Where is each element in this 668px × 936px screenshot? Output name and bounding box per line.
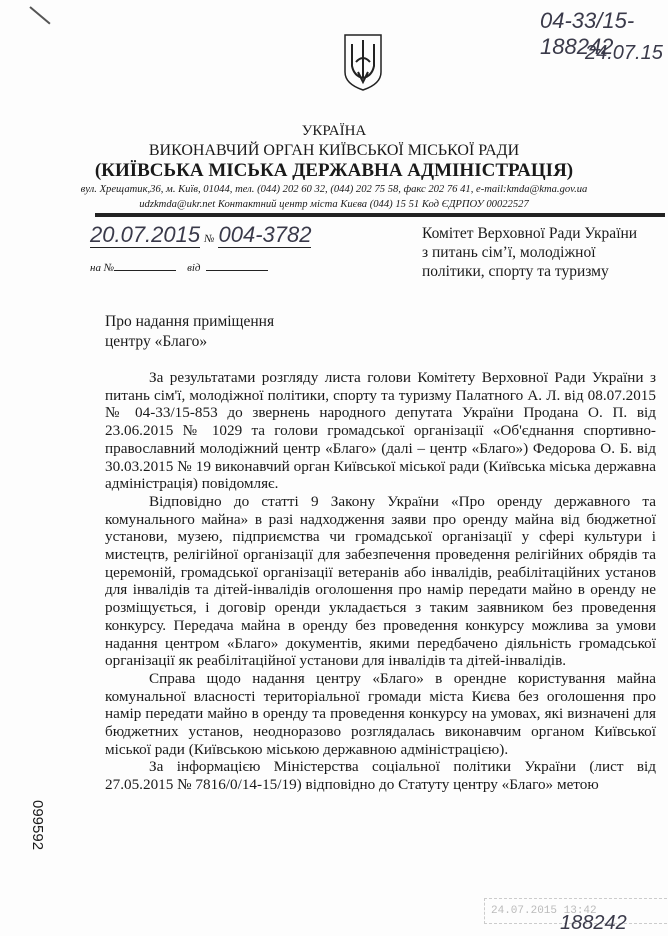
handwritten-ref-date: 24.07.15	[585, 42, 663, 64]
paragraph: Відповідно до статті 9 Закону України «Про оренду державного та комунального майна» в разі надходження заяви про оренду майна від бюджетної установи, музею, підприємства чи громадської організації у сфері культури і мистецтв, релігійної організації для забезпечення проведення релігійних обрядів та церемоній, громадської організації ветеранів або інвалідів, реабілітаційних установ для інвалідів та дітей-інвалідів оголошення про намір передати майно в оренду не розміщується, і договір оренди укладається з таким заявником без проведення конкурсу. Передача майна в оренду без проведення конкурсу можлива за умови надання центром «Благо» документів, якими передбачено діяльність громадської організації як реабілітаційної установи для інвалідів та дітей-інвалідів.	[105, 492, 656, 670]
reply-reference	[90, 262, 268, 274]
coat-of-arms-icon	[342, 32, 384, 92]
addressee-line: з питань сім’ї, молодіжної	[422, 244, 596, 261]
pen-mark	[29, 6, 50, 24]
paragraph: За інформацією Міністерства соціальної політики України (лист від 27.05.2015 № 7816/0/14-15/19) відповідно до Статуту центру «Благо» метою	[105, 758, 656, 794]
outgoing-date: 20.07.2015	[90, 222, 201, 247]
subject	[105, 312, 274, 352]
subject-line: Про надання приміщення	[105, 313, 275, 330]
outgoing-number: 004-3782	[218, 222, 312, 247]
handwritten-bottom-number: 188242	[560, 912, 627, 934]
letter-body	[105, 369, 656, 794]
side-stamp-number: 099592	[29, 800, 46, 851]
paragraph: За результатами розгляду листа голови Комітету Верховної Ради України з питань сім'ї, молодіжної політики, спорту та туризму Палатного А. Л. від 08.07.2015 № 04-33/15-853 до звернень народного депутата України Продана О. П. від 23.06.2015 № 1029 та голови громадської організації «Об'єднання спортивно-православний молодіжний центр «Благо» (далі – центр «Благо») Федорова О. Б. від 30.03.2015 № 19 виконавчий орган Київської міської ради (Київська міська державна адміністрація) повідомляє.	[105, 369, 656, 493]
from-label: від	[187, 262, 201, 274]
outgoing-number-line	[90, 222, 311, 248]
subject-line: центру «Благо»	[105, 333, 208, 350]
org-name: ВИКОНАВЧИЙ ОРГАН КИЇВСЬКОЇ МІСЬКОЇ РАДИ	[148, 142, 520, 159]
paragraph: Справа щодо надання центру «Благо» в орендне користування майна комунальної власності територіальної громади міста Києва без оголошення про намір передати майно в оренду та проведення конкурсу на умовах, які визначені для бюджетних установ, неодноразово розглядалась виконавчим органом Київської міської ради (Київською міською державною адміністрацією).	[105, 669, 656, 758]
addressee-line: Комітет Верховної Ради України	[422, 225, 638, 242]
addressee-line: політики, спорту та туризму	[422, 263, 609, 280]
addressee	[422, 224, 637, 281]
country-name: УКРАЇНА	[301, 123, 367, 139]
contacts-line-1: вул. Хрещатик,36, м. Київ, 01044, тел. (044) 202 60 32, (044) 202 75 58, факс 202 76 41, e-mail:kmda@kma.gov.ua	[80, 184, 588, 195]
contacts-line-2: udzkmda@ukr.net Контактний центр міста Києва (044) 15 51 Код ЄДРПОУ 00022527	[139, 199, 529, 210]
registration-stamp: 24.07.2015 13:42	[484, 898, 668, 924]
reply-to-label: на №	[90, 262, 115, 274]
number-sign: №	[204, 233, 215, 245]
handwritten-ref-number: 04-33/15-188242	[540, 8, 635, 59]
header-rule	[95, 213, 665, 217]
org-name-bold: (КИЇВСЬКА МІСЬКА ДЕРЖАВНА АДМІНІСТРАЦІЯ)	[94, 160, 574, 181]
